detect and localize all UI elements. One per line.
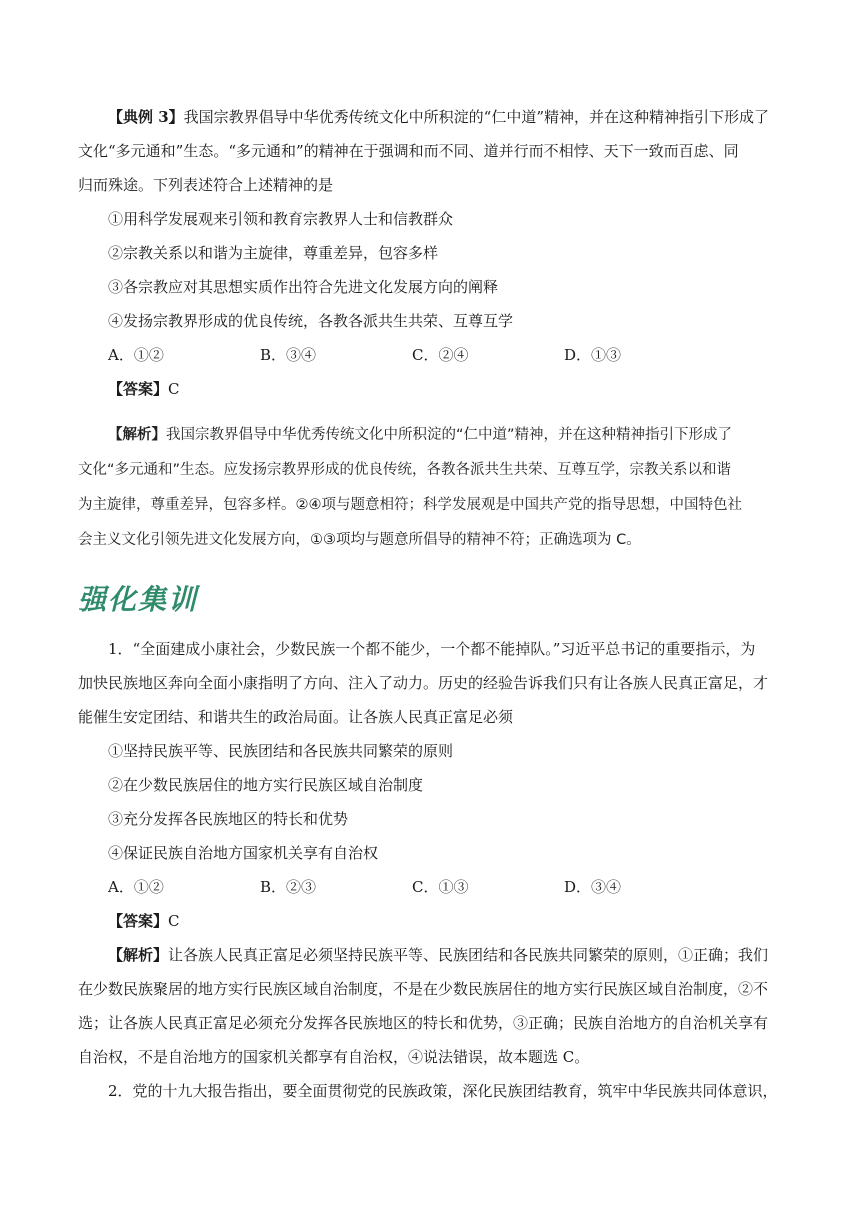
label-tag: 【解析】 [108,427,166,443]
q1-analysis-line: 选；让各族人民真正富足必须充分发挥各民族地区的特长和优势，③正确；民族自治地方的自治机关享有 [78,1014,769,1032]
option-c: C．②④ [412,346,469,364]
example-answer: 【答案】C [108,380,180,398]
option-b: B．②③ [260,878,317,896]
analysis-line: 为主旋律，尊重差异，包容多样。②④项与题意相符；科学发展观是中国共产党的指导思想，中国特色社 [78,497,742,513]
label-tag: 【答案】 [108,380,169,398]
q1-stem-line: 能催生安定团结、和谐共生的政治局面。让各族人民真正富足必须 [78,708,514,726]
q1-item: ③充分发挥各民族地区的特长和优势 [108,810,349,828]
option-d: D．①③ [564,346,622,364]
q1-item: ①坚持民族平等、民族团结和各民族共同繁荣的原则 [108,742,454,760]
example-stem-line: 文化“多元通和”生态。“多元通和”的精神在于强调和而不同、道并行而不相悖、天下一致而百虑、同 [78,142,739,160]
example-question [78,100,790,406]
analysis-line: 会主义文化引领先进文化发展方向，①③项均与题意所倡导的精神不符；正确选项为 C。 [78,532,641,548]
section-banner [78,578,208,628]
example-stem-line: 【典例 3】我国宗教界倡导中华优秀传统文化中所积淀的“仁中道”精神，并在这种精神指引下形成了 [108,108,770,126]
example-item: ②宗教关系以和谐为主旋律，尊重差异，包容多样 [108,244,439,262]
question-1 [78,632,790,1108]
example-item: ①用科学发展观来引领和教育宗教界人士和信教群众 [108,210,454,228]
q1-answer: 【答案】C [108,912,180,930]
option-a: A．①② [108,878,164,896]
q1-options [78,870,790,904]
example-item: ④发扬宗教界形成的优良传统，各教各派共生共荣、互尊互学 [108,312,514,330]
q2-stem-line: 2．党的十九大报告指出，要全面贯彻党的民族政策，深化民族团结教育，筑牢中华民族共同体意识， [108,1082,778,1100]
q1-analysis-line: 【解析】让各族人民真正富足必须坚持民族平等、民族团结和各民族共同繁荣的原则，①正确；我们 [108,946,769,964]
option-d: D．③④ [564,878,622,896]
analysis-line: 【解析】我国宗教界倡导中华优秀传统文化中所积淀的“仁中道”精神，并在这种精神指引下形成了 [108,427,733,443]
option-b: B．③④ [260,346,317,364]
q1-item: ②在少数民族居住的地方实行民族区域自治制度 [108,776,424,794]
q1-item: ④保证民族自治地方国家机关享有自治权 [108,844,379,862]
q1-analysis-line: 在少数民族聚居的地方实行民族区域自治制度，不是在少数民族居住的地方实行民族区域自治制度，②不 [78,980,769,998]
banner-title: 强化集训 [78,583,199,616]
q1-analysis-line: 自治权，不是自治地方的国家机关都享有自治权，④说法错误，故本题选 C。 [78,1048,590,1066]
q1-stem-line: 加快民族地区奔向全面小康指明了方向、注入了动力。历史的经验告诉我们只有让各族人民真正富足，才 [78,674,769,692]
label-tag: 【典例 3】 [108,108,184,126]
q1-stem-line: 1．“全面建成小康社会，少数民族一个都不能少，一个都不能掉队。”习近平总书记的重要指示，为 [108,640,756,658]
example-options [78,338,790,372]
label-tag: 【答案】 [108,912,169,930]
label-tag: 【解析】 [108,946,169,964]
analysis-line: 文化“多元通和”生态。应发扬宗教界形成的优良传统，各教各派共生共荣、互尊互学，宗教关系以和谐 [78,462,732,478]
example-item: ③各宗教应对其思想实质作出符合先进文化发展方向的阐释 [108,278,499,296]
option-c: C．①③ [412,878,469,896]
example-stem-line: 归而殊途。下列表述符合上述精神的是 [78,176,334,194]
example-analysis [78,418,790,558]
option-a: A．①② [108,346,164,364]
